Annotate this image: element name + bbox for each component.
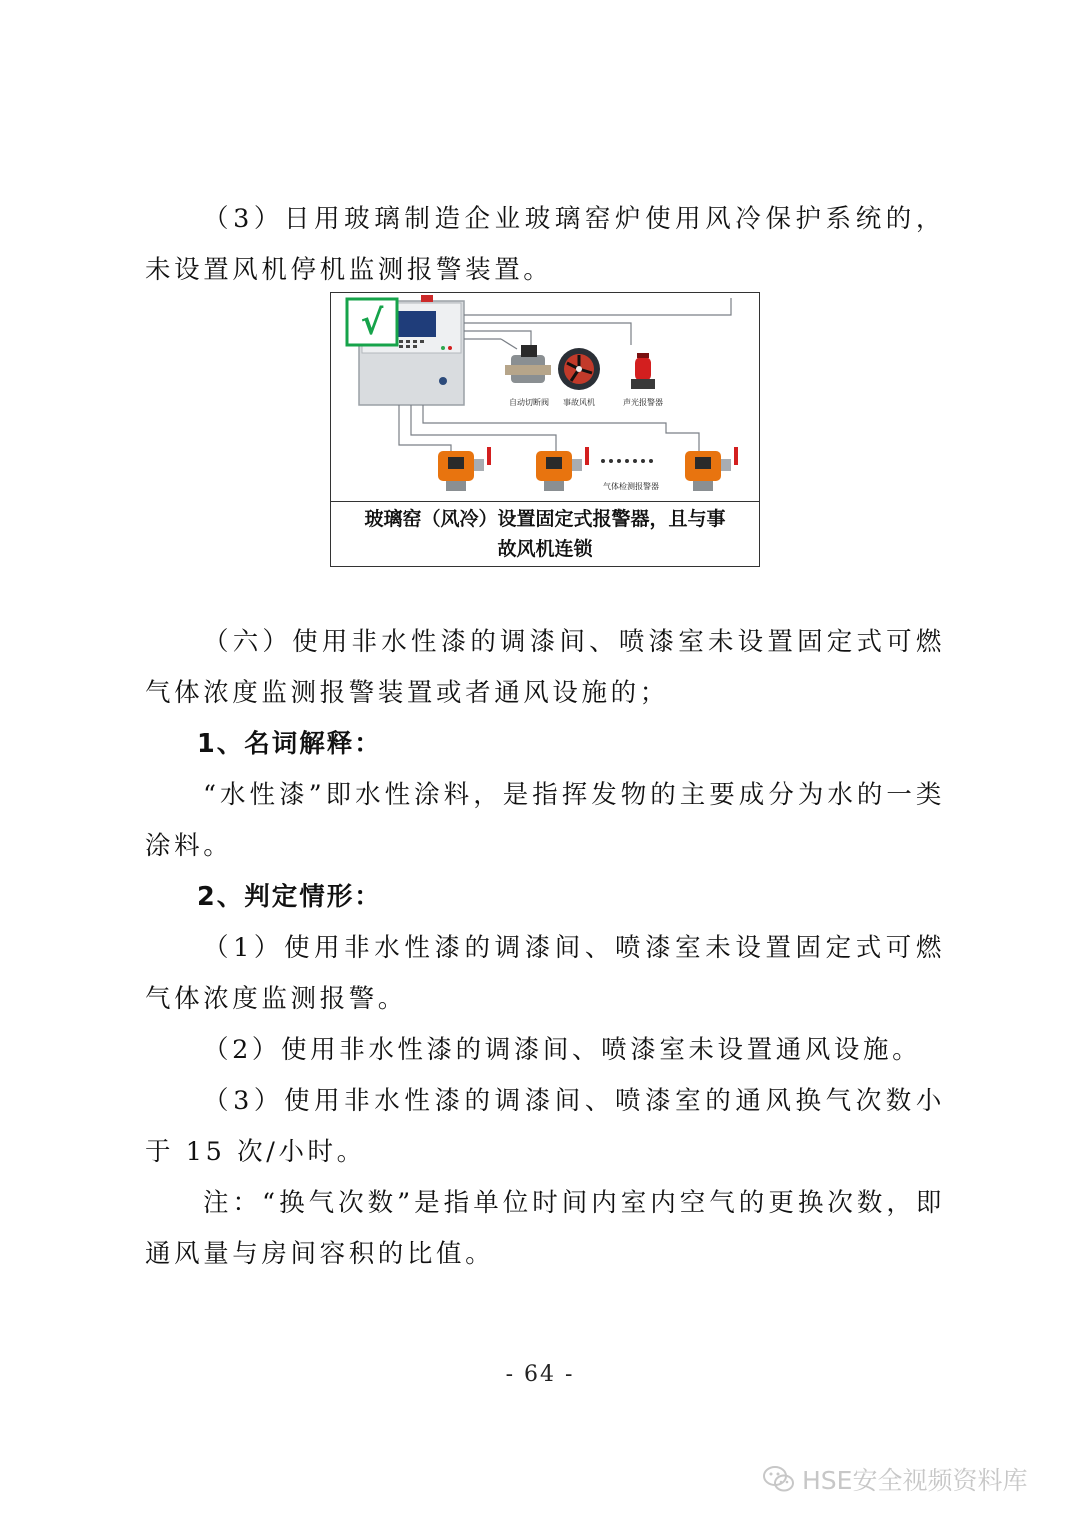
label-exhaust-fan: 事故风机 bbox=[563, 398, 595, 407]
gas-detector-icon bbox=[536, 447, 589, 491]
page-number: - 64 - bbox=[505, 1362, 575, 1387]
paragraph-waterborne-definition: “水性漆”即水性涂料，是指挥发物的主要成分为水的一类涂料。 bbox=[145, 780, 945, 861]
watermark-text: HSE安全视频资料库 bbox=[802, 1466, 1028, 1495]
solenoid-valve-icon bbox=[505, 345, 551, 383]
label-beacon-alarm: 声光报警器 bbox=[623, 398, 663, 407]
figure-caption bbox=[331, 501, 759, 566]
alarm-system-diagram bbox=[331, 293, 758, 500]
caption-line-1: 玻璃窑（风冷）设置固定式报警器，且与事 bbox=[364, 508, 726, 530]
label-solenoid-valve: 自动切断阀 bbox=[509, 398, 549, 407]
paragraph-section-six: （六）使用非水性漆的调漆间、喷漆室未设置固定式可燃气体浓度监测报警装置或者通风设施的； bbox=[145, 627, 945, 708]
check-mark-icon: √ bbox=[360, 303, 384, 343]
gas-detector-icon bbox=[685, 447, 738, 491]
paragraph-glass-kiln: （3）日用玻璃制造企业玻璃窑炉使用风冷保护系统的，未设置风机停机监测报警装置。 bbox=[145, 204, 945, 285]
watermark bbox=[762, 1457, 1027, 1501]
heading-definitions: 1、名词解释： bbox=[197, 729, 382, 759]
paragraph-criterion-2: （2）使用非水性漆的调漆间、喷漆室未设置通风设施。 bbox=[203, 1035, 922, 1065]
paragraph-criterion-3: （3）使用非水性漆的调漆间、喷漆室的通风换气次数小于 15 次/小时。 bbox=[145, 1086, 945, 1167]
heading-criteria: 2、判定情形： bbox=[197, 882, 382, 912]
gas-detector-icon bbox=[438, 447, 491, 491]
beacon-alarm-icon bbox=[631, 353, 655, 389]
wechat-icon bbox=[762, 1464, 796, 1494]
caption-line-2: 故风机连锁 bbox=[497, 538, 593, 560]
controller-screen bbox=[396, 311, 436, 337]
exhaust-fan-icon bbox=[558, 348, 600, 390]
paragraph-note: 注：“换气次数”是指单位时间内室内空气的更换次数，即通风量与房间容积的比值。 bbox=[145, 1188, 945, 1269]
ellipsis-dots bbox=[601, 459, 653, 463]
paragraph-criterion-1: （1）使用非水性漆的调漆间、喷漆室未设置固定式可燃气体浓度监测报警。 bbox=[145, 933, 945, 1014]
label-gas-detectors: 气体检测报警器 bbox=[603, 482, 659, 491]
figure-gas-alarm-system bbox=[330, 292, 760, 567]
